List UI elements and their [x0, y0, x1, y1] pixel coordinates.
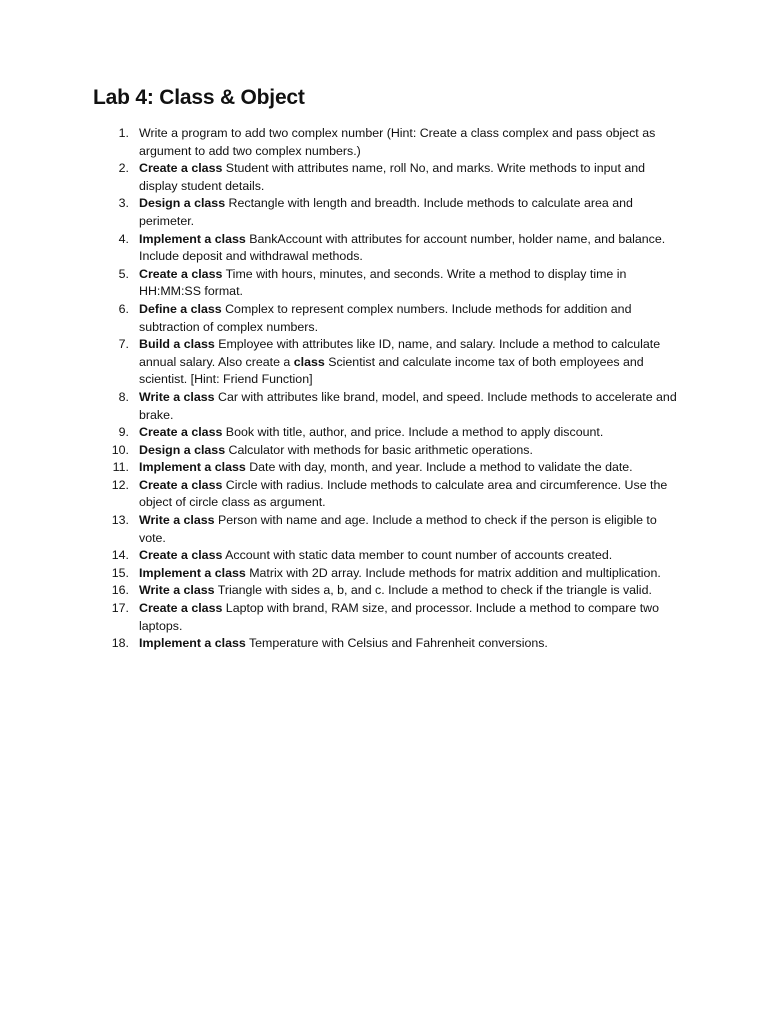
list-item-number: 6 .: [102, 301, 132, 319]
list-item: [110, 442, 680, 460]
list-item-number: 2 .: [102, 160, 132, 178]
list-item-number: 11 .: [102, 459, 132, 477]
list-item: [110, 195, 680, 230]
list-item-text-after: Scientist and calculate income tax of both employees and scientist. [Hint: Friend Function]: [139, 354, 644, 387]
list-item-lead: Create a class: [139, 425, 223, 440]
list-item-text: Matrix with 2D array. Include methods for matrix addition and multiplication.: [245, 565, 661, 580]
list-item-lead: Create a class: [139, 548, 223, 563]
list-item-text: BankAccount with attributes for account number, holder name, and balance. Include deposit and withdrawal methods.: [139, 231, 666, 264]
list-item: [110, 582, 680, 600]
list-item-lead: Create a class: [139, 161, 223, 176]
list-item-number: 3 .: [102, 195, 132, 213]
list-item-text: Laptop with brand, RAM size, and processor. Include a method to compare two laptops.: [139, 601, 660, 633]
list-item-number: 18 .: [102, 635, 132, 653]
list-item-text: Car with attributes like brand, model, and speed. Include methods to accelerate and brake.: [139, 389, 677, 422]
list-item-number: 1 .: [102, 125, 132, 143]
list-item-text: Write a program to add two complex number (Hint: Create a class complex and pass object as argument to add two complex numbers.): [139, 126, 656, 158]
list-item-text: Triangle with sides a, b, and c. Include a method to check if the triangle is valid.: [214, 583, 652, 598]
list-item: [110, 459, 680, 477]
list-item-number: 8 .: [102, 389, 132, 407]
list-item-text: Date with day, month, and year. Include a method to validate the date.: [245, 460, 633, 475]
list-item-lead: Write a class: [139, 513, 215, 528]
list-item: [110, 125, 680, 160]
list-item: [110, 547, 680, 565]
list-item-lead: Create a class: [139, 477, 223, 492]
list-item-text: Book with title, author, and price. Include a method to apply discount.: [222, 425, 604, 440]
list-item: [110, 301, 680, 336]
list-item-text: Employee with attributes like ID, name, and salary. Include a method to calculate annual salary. Also create a: [139, 337, 661, 369]
list-item-text: Circle with radius. Include methods to calculate area and circumference. Use the object of circle class as argument.: [139, 477, 668, 510]
list-item-lead: Design a class: [139, 196, 226, 211]
list-item-lead: Define a class: [139, 301, 222, 316]
list-item: [110, 477, 680, 512]
list-item-number: 17 .: [102, 600, 132, 618]
list-item-number: 9 .: [102, 424, 132, 442]
list-item-lead: Implement a class: [139, 231, 246, 246]
list-item-number: 14 .: [102, 547, 132, 565]
list-item: [110, 512, 680, 547]
list-item: [110, 336, 680, 389]
list-item-number: 4 .: [102, 231, 132, 249]
list-item-text: Complex to represent complex numbers. Include methods for addition and subtraction of complex numbers.: [139, 301, 632, 334]
list-item-lead: Write a class: [139, 583, 215, 598]
list-item: [110, 231, 680, 266]
list-item-number: 5 .: [102, 266, 132, 284]
list-item-inline-bold: class: [293, 354, 325, 369]
list-item-lead: Implement a class: [139, 636, 246, 651]
list-item-text: Temperature with Celsius and Fahrenheit conversions.: [245, 636, 548, 651]
list-item-number: 15 .: [102, 565, 132, 583]
task-list: [110, 125, 680, 653]
list-item: [110, 389, 680, 424]
list-item-lead: Implement a class: [139, 460, 246, 475]
list-item: [110, 565, 680, 583]
list-item-lead: Write a class: [139, 389, 215, 404]
list-item-text: Time with hours, minutes, and seconds. Write a method to display time in HH:MM:SS format.: [139, 266, 627, 299]
list-item: [110, 635, 680, 653]
list-item-text: Student with attributes name, roll No, and marks. Write methods to input and display student details.: [139, 161, 645, 193]
list-item: [110, 266, 680, 301]
list-item-text: Person with name and age. Include a method to check if the person is eligible to vote.: [139, 513, 657, 545]
list-item-lead: Create a class: [139, 601, 223, 616]
list-item-lead: Build a class: [139, 337, 215, 352]
list-item-lead: Design a class: [139, 442, 226, 457]
list-item-text: Rectangle with length and breadth. Include methods to calculate area and perimeter.: [139, 196, 633, 228]
list-item-number: 7 .: [102, 336, 132, 354]
list-item-lead: Create a class: [139, 266, 223, 281]
list-item: [110, 424, 680, 442]
list-item-number: 16 .: [102, 582, 132, 600]
list-item: [110, 160, 680, 195]
list-item-text: Account with static data member to count number of accounts created.: [222, 548, 613, 563]
list-item-lead: Implement a class: [139, 565, 246, 580]
list-item: [110, 600, 680, 635]
list-item-number: 12 .: [102, 477, 132, 495]
page-title: Lab 4: Class & Object: [93, 86, 305, 109]
list-item-number: 13 .: [102, 512, 132, 530]
list-item-text: Calculator with methods for basic arithmetic operations.: [225, 442, 533, 457]
list-item-number: 10 .: [102, 442, 132, 460]
